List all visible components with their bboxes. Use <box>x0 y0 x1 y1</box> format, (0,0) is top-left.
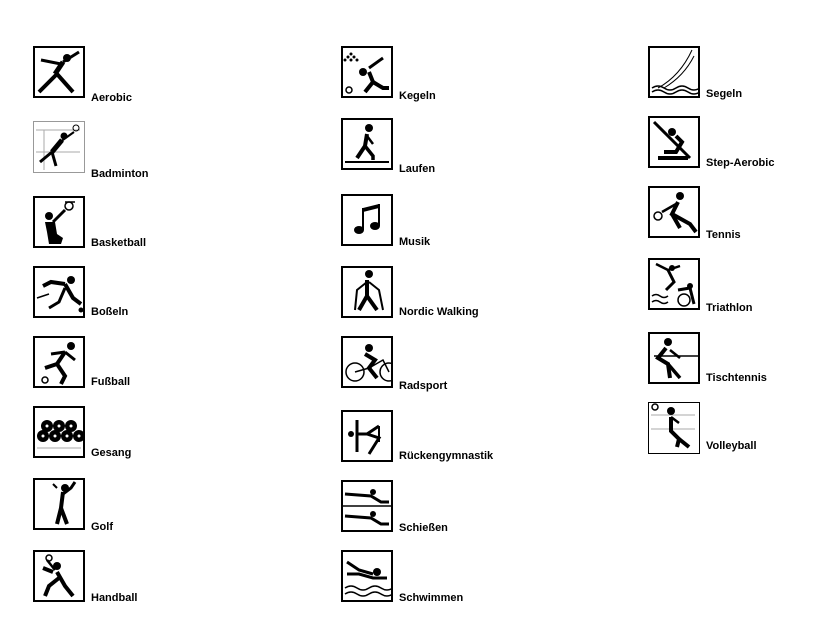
golf-icon <box>33 478 85 530</box>
sport-label: Handball <box>91 592 138 604</box>
sport-label: Boßeln <box>91 306 129 318</box>
sport-label: Segeln <box>706 88 743 100</box>
sport-label: Radsport <box>399 380 448 392</box>
aerobic-icon <box>33 46 85 98</box>
laufen-icon <box>341 118 393 170</box>
bosseln-icon <box>33 266 85 318</box>
rueckengymnastik-icon <box>341 410 393 462</box>
musik-icon <box>341 194 393 246</box>
sport-label: Badminton <box>91 168 149 180</box>
volleyball-icon <box>648 402 700 454</box>
sport-label: Kegeln <box>399 90 436 102</box>
triathlon-icon <box>648 258 700 310</box>
schwimmen-icon <box>341 550 393 602</box>
sport-label: Schießen <box>399 522 448 534</box>
kegeln-icon <box>341 46 393 98</box>
sport-label: Triathlon <box>706 302 753 314</box>
handball-icon <box>33 550 85 602</box>
sport-label: Tischtennis <box>706 372 767 384</box>
sport-label: Step-Aerobic <box>706 157 775 169</box>
tischtennis-icon <box>648 332 700 384</box>
nordic-walking-icon <box>341 266 393 318</box>
gesang-icon <box>33 406 85 458</box>
sport-label: Golf <box>91 521 113 533</box>
badminton-icon <box>33 121 85 173</box>
sport-label: Volleyball <box>706 440 757 452</box>
sport-label: Musik <box>399 236 431 248</box>
basketball-icon <box>33 196 85 248</box>
sport-label: Rückengymnastik <box>399 450 494 462</box>
schiessen-icon <box>341 480 393 532</box>
fussball-icon <box>33 336 85 388</box>
tennis-icon <box>648 186 700 238</box>
step-aerobic-icon <box>648 116 700 168</box>
segeln-icon <box>648 46 700 98</box>
sport-label: Gesang <box>91 447 132 459</box>
sport-label: Basketball <box>91 237 147 249</box>
sport-label: Aerobic <box>91 92 132 104</box>
sport-label: Nordic Walking <box>399 306 479 318</box>
sport-label: Schwimmen <box>399 592 464 604</box>
sport-label: Fußball <box>91 376 131 388</box>
sport-label: Tennis <box>706 229 741 241</box>
sport-label: Laufen <box>399 163 436 175</box>
radsport-icon <box>341 336 393 388</box>
